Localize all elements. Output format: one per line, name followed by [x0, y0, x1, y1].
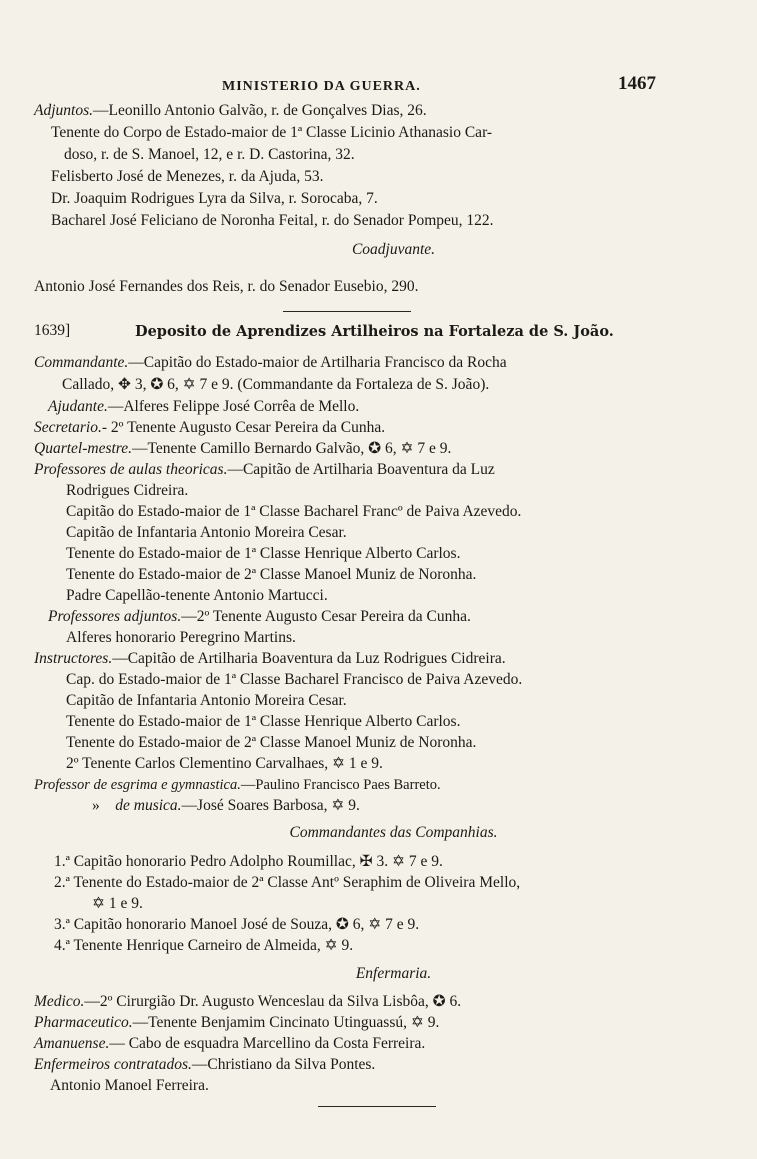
- text-line: Tenente do Estado-maior de 1ª Classe Henrique Alberto Carlos.: [66, 713, 461, 730]
- text-line: Capitão de Infantaria Antonio Moreira Cesar.: [66, 524, 347, 541]
- text-line: Capitão do Estado-maior de 1ª Classe Bacharel Francº de Paiva Azevedo.: [66, 503, 522, 520]
- text-line: Tenente do Estado-maior de 1ª Classe Henrique Alberto Carlos.: [66, 545, 461, 562]
- pharmaceutico-label: Pharmaceutico.: [34, 1014, 133, 1031]
- text-line: Tenente do Corpo de Estado-maior de 1ª Classe Licinio Athanasio Car-: [51, 124, 493, 141]
- amanuense-entry: Amanuense.— Cabo de esquadra Marcellino da Costa Ferreira.: [34, 1035, 426, 1052]
- enfermaria-heading: Enfermaria.: [355, 965, 432, 982]
- end-divider: [318, 1106, 436, 1107]
- ajudante-entry: Ajudante.—Alferes Felippe José Corrêa de Mello.: [48, 398, 360, 415]
- text-line: doso, r. de S. Manoel, 12, e r. D. Castorina, 32.: [64, 146, 355, 163]
- companhia-item: 1.ª Capitão honorario Pedro Adolpho Roumillac, ✠ 3. ✡ 7 e 9.: [54, 853, 443, 870]
- esgrima-label: Professor de esgrima e gymnastica.: [34, 777, 241, 793]
- text-line: ✡ 1 e 9.: [92, 895, 143, 912]
- instructores-entry: Instructores.—Capitão de Artilharia Boaventura da Luz Rodrigues Cidreira.: [34, 650, 506, 667]
- text-line: Tenente do Estado-maior de 2ª Classe Manoel Muniz de Noronha.: [66, 734, 477, 751]
- text-line: Callado, ✥ 3, ✪ 6, ✡ 7 e 9. (Commandante da Fortaleza de S. João).: [62, 376, 490, 393]
- secretario-label: Secretario.: [34, 419, 102, 436]
- coadjuvante-entry: Antonio José Fernandes dos Reis, r. do Senador Eusebio, 290.: [34, 278, 419, 295]
- companhias-heading: Commandantes das Companhias.: [289, 824, 498, 841]
- text-line: Tenente do Estado-maior de 2ª Classe Manoel Muniz de Noronha.: [66, 566, 477, 583]
- enfermeiros-entry: Enfermeiros contratados.—Christiano da Silva Pontes.: [34, 1056, 376, 1073]
- text-line: Rodrigues Cidreira.: [66, 482, 189, 499]
- esgrima-entry: Professor de esgrima e gymnastica.—Paulino Francisco Paes Barreto.: [34, 777, 441, 793]
- section-divider: [283, 311, 411, 312]
- coadjuvante-heading: Coadjuvante.: [351, 241, 436, 258]
- text-line: Cap. do Estado-maior de 1ª Classe Bacharel Francisco de Paiva Azevedo.: [66, 671, 523, 688]
- commandante-label: Commandante.: [34, 354, 129, 371]
- professores-label: Professores de aulas theoricas.: [34, 461, 228, 478]
- text-line: Bacharel José Feliciano de Noronha Feital, r. do Senador Pompeu, 122.: [51, 212, 494, 229]
- professores-adjuntos-entry: Professores adjuntos.—2º Tenente Augusto Cesar Pereira da Cunha.: [48, 608, 471, 625]
- professores-entry: Professores de aulas theoricas.—Capitão de Artilharia Boaventura da Luz: [34, 461, 495, 478]
- text-line: Dr. Joaquim Rodrigues Lyra da Silva, r. Sorocaba, 7.: [51, 190, 378, 207]
- pharmaceutico-entry: Pharmaceutico.—Tenente Benjamim Cincinato Utinguassú, ✡ 9.: [34, 1014, 440, 1031]
- section-title: Deposito de Aprendizes Artilheiros na Fortaleza de S. João.: [135, 323, 614, 340]
- text-line: 2º Tenente Carlos Clementino Carvalhaes, ✡ 1 e 9.: [66, 755, 383, 772]
- professores-adjuntos-label: Professores adjuntos.: [48, 608, 182, 625]
- running-header: MINISTERIO DA GUERRA.: [222, 79, 421, 94]
- text-line: Alferes honorario Peregrino Martins.: [66, 629, 296, 646]
- adjuntos-label: Adjuntos.: [34, 102, 93, 119]
- musica-label: de musica.: [115, 797, 182, 814]
- secretario-entry: Secretario.- 2º Tenente Augusto Cesar Pereira da Cunha.: [34, 419, 386, 436]
- quartel-mestre-entry: Quartel-mestre.—Tenente Camillo Bernardo Galvão, ✪ 6, ✡ 7 e 9.: [34, 440, 452, 457]
- page-number: 1467: [618, 73, 656, 94]
- ajudante-label: Ajudante.: [48, 398, 108, 415]
- companhia-item: 4.ª Tenente Henrique Carneiro de Almeida, ✡ 9.: [54, 937, 354, 954]
- instructores-label: Instructores.: [34, 650, 113, 667]
- section-number: 1639]: [34, 322, 71, 339]
- text-line: Antonio Manoel Ferreira.: [50, 1077, 209, 1094]
- text-line: Felisberto José de Menezes, r. da Ajuda, 53.: [51, 168, 324, 185]
- enfermeiros-label: Enfermeiros contratados.: [34, 1056, 192, 1073]
- quartel-mestre-label: Quartel-mestre.: [34, 440, 133, 457]
- medico-label: Medico.: [34, 993, 85, 1010]
- medico-entry: Medico.—2º Cirurgião Dr. Augusto Wenceslau da Silva Lisbôa, ✪ 6.: [34, 993, 462, 1010]
- musica-entry: » de musica.—José Soares Barbosa, ✡ 9.: [92, 797, 360, 814]
- commandante-entry: Commandante.—Capitão do Estado-maior de Artilharia Francisco da Rocha: [34, 354, 507, 371]
- adjuntos-text: —Leonillo Antonio Galvão, r. de Gonçalves Dias, 26.: [93, 102, 427, 119]
- text-line: Padre Capellão-tenente Antonio Martucci.: [66, 587, 328, 604]
- text-line: Capitão de Infantaria Antonio Moreira Cesar.: [66, 692, 347, 709]
- companhia-item: 2.ª Tenente do Estado-maior de 2ª Classe Antº Seraphim de Oliveira Mello,: [54, 874, 521, 891]
- amanuense-label: Amanuense.: [34, 1035, 110, 1052]
- companhia-item: 3.ª Capitão honorario Manoel José de Souza, ✪ 6, ✡ 7 e 9.: [54, 916, 420, 933]
- adjuntos-entry: [34, 101, 427, 121]
